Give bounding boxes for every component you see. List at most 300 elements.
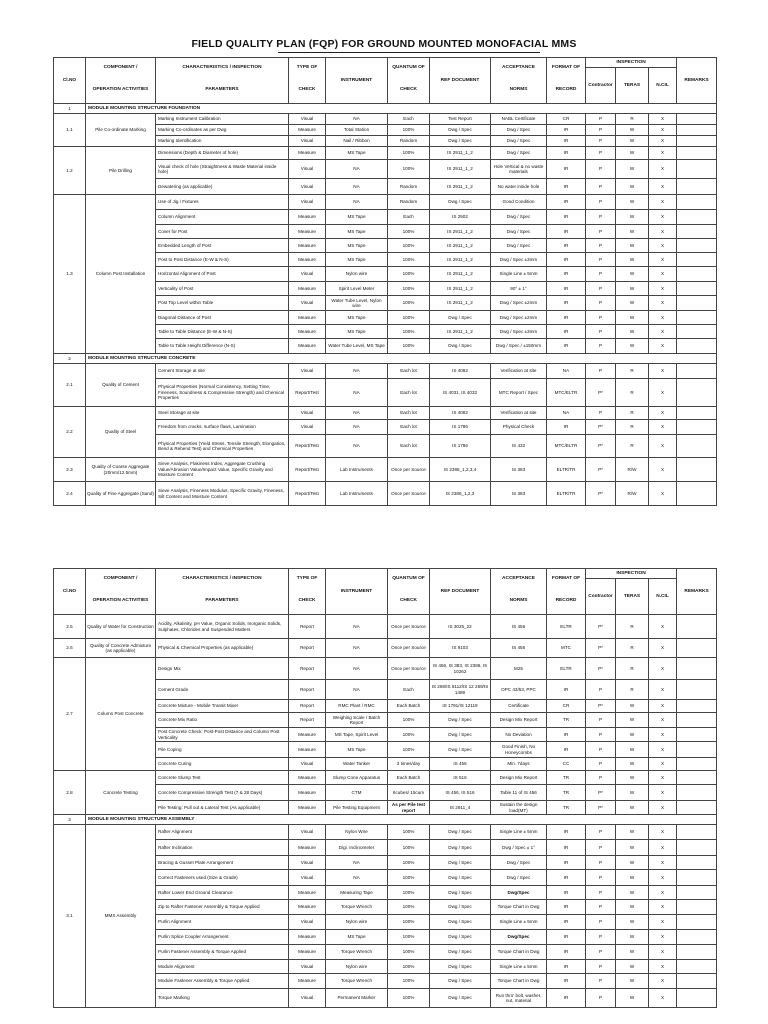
- cell-teras: R/W: [616, 482, 649, 506]
- cell-quantum: 100%: [388, 311, 430, 325]
- cell-quantum: 100%: [388, 713, 430, 728]
- cell-quantum: Once per Source: [388, 658, 430, 680]
- cell-teras: W: [616, 339, 649, 354]
- table-row: [54, 114, 717, 125]
- cell-format: ELTR: [547, 658, 586, 680]
- cell-type: Report/Test: [289, 435, 326, 458]
- cell-ncil: X: [649, 700, 677, 713]
- cell-ncil: X: [649, 915, 677, 930]
- section-row: [54, 354, 717, 364]
- cell-acceptance: Dwg / Spec: [491, 147, 547, 160]
- cell-ncil: X: [649, 658, 677, 680]
- cell-remarks: [677, 713, 717, 728]
- cell-quantum: Each Batch: [388, 771, 430, 785]
- cell-ncil: X: [649, 225, 677, 239]
- cell-instrument: NA: [326, 639, 388, 658]
- cell-type: Visual: [289, 870, 326, 886]
- cell-format: TR: [547, 771, 586, 785]
- cell-acceptance: Torque Chart in Dwg: [491, 974, 547, 989]
- header-instrument: INSTRUMENT: [326, 569, 388, 615]
- cell-type: Visual: [289, 420, 326, 435]
- cell-format: MTC/ELTR: [547, 379, 586, 407]
- cell-instrument: RMC Plant / RMC: [326, 700, 388, 713]
- cell-remarks: [677, 239, 717, 253]
- table-1-body: [54, 58, 717, 506]
- cell-contractor: P: [586, 974, 616, 989]
- cell-acceptance: Verification at site: [491, 364, 547, 379]
- cell-instrument: MS Tape: [326, 239, 388, 253]
- cell-teras: W: [616, 296, 649, 311]
- cell-quantum: 100%: [388, 945, 430, 960]
- cell-remarks: [677, 160, 717, 179]
- cell-type: Measure: [289, 742, 326, 758]
- cell-char: Table to Table Distance (E-W & N-S): [156, 325, 289, 339]
- clause-number: 1.2: [54, 147, 86, 195]
- header-ncil: N.CIL: [649, 579, 677, 615]
- header-contractor: Contractor: [586, 579, 616, 615]
- header-format-2: RECORD: [547, 78, 586, 104]
- cell-format: IR: [547, 282, 586, 296]
- header-ref: REF DOCUMENT: [430, 569, 491, 615]
- clause-number: 2.4: [54, 482, 86, 506]
- cell-ref: Dwg / Spec: [430, 856, 491, 870]
- cell-instrument: MS Tape, Spirit Level: [326, 728, 388, 742]
- clause-number: 2.6: [54, 639, 86, 658]
- cell-acceptance: Dwg / Spec: [491, 125, 547, 136]
- cell-format: MTC: [547, 639, 586, 658]
- cell-acceptance: Design Mix Report: [491, 713, 547, 728]
- cell-contractor: P*: [586, 615, 616, 639]
- cell-teras: W: [616, 282, 649, 296]
- cell-char: Cover for Post: [156, 225, 289, 239]
- cell-quantum: Each: [388, 210, 430, 225]
- cell-ref: Dwg / Spec: [430, 870, 491, 886]
- cell-acceptance: Min. 7days: [491, 758, 547, 771]
- cell-format: IR: [547, 125, 586, 136]
- header-teras: TERAS: [616, 579, 649, 615]
- cell-teras: R: [616, 435, 649, 458]
- cell-contractor: P: [586, 728, 616, 742]
- cell-teras: W: [616, 253, 649, 267]
- header-teras: TERAS: [616, 68, 649, 104]
- cell-format: IR: [547, 960, 586, 974]
- cell-type: Visual: [289, 989, 326, 1008]
- cell-ref: IS 2911_4: [430, 801, 491, 815]
- cell-ref: IS 269/IS 8112/IS 12 269/IS 1489: [430, 680, 491, 700]
- cell-char: Module Alignment: [156, 960, 289, 974]
- cell-char: Physical Properties (Yield Stress, Tensile Strength, Elongation, Bend & Rebend Test) and Chemical Properties: [156, 435, 289, 458]
- cell-ncil: X: [649, 974, 677, 989]
- cell-contractor: P: [586, 267, 616, 282]
- cell-contractor: P: [586, 296, 616, 311]
- cell-contractor: P: [586, 325, 616, 339]
- cell-remarks: [677, 125, 717, 136]
- cell-contractor: P: [586, 364, 616, 379]
- cell-quantum: 100%: [388, 870, 430, 886]
- page-title: FIELD QUALITY PLAN (FQP) FOR GROUND MOUNTED MONOFACIAL MMS: [191, 38, 577, 50]
- cell-acceptance: NABL Certificate: [491, 114, 547, 125]
- cell-type: Measure: [289, 239, 326, 253]
- header-format-2: RECORD: [547, 589, 586, 615]
- cell-acceptance: No water inside hole: [491, 179, 547, 195]
- fqp-table-1: [53, 57, 717, 506]
- cell-format: NA: [547, 407, 586, 420]
- cell-acceptance: IS 383: [491, 482, 547, 506]
- cell-instrument: MS Tape: [326, 742, 388, 758]
- header-type: TYPE OF: [289, 58, 326, 78]
- cell-quantum: 100%: [388, 989, 430, 1008]
- cell-quantum: Random: [388, 195, 430, 210]
- cell-acceptance: Physical Check: [491, 420, 547, 435]
- cell-teras: R: [616, 407, 649, 420]
- header-ncil: N.CIL: [649, 68, 677, 104]
- cell-contractor: P: [586, 960, 616, 974]
- cell-acceptance: Sustain the design load(MT): [491, 801, 547, 815]
- cell-format: IR: [547, 325, 586, 339]
- cell-ncil: X: [649, 147, 677, 160]
- cell-char: Design Mix: [156, 658, 289, 680]
- cell-type: Report: [289, 700, 326, 713]
- cell-remarks: [677, 785, 717, 801]
- cell-ncil: X: [649, 239, 677, 253]
- cell-type: Measure: [289, 930, 326, 945]
- cell-instrument: MS Tape: [326, 253, 388, 267]
- cell-instrument: MS Tape: [326, 311, 388, 325]
- cell-ref: Dwg / Spec: [430, 311, 491, 325]
- cell-quantum: Each Batch: [388, 700, 430, 713]
- cell-contractor: P: [586, 771, 616, 785]
- cell-acceptance: IS 432: [491, 435, 547, 458]
- cell-contractor: P*: [586, 658, 616, 680]
- cell-char: Physical Properties (Normal Consistency, Setting Time, Fineness, Soundness & Compressive Strength) and Chemical Properties: [156, 379, 289, 407]
- cell-contractor: P: [586, 945, 616, 960]
- cell-ref: Dwg / Spec: [430, 840, 491, 856]
- cell-type: Measure: [289, 253, 326, 267]
- cell-char: Concrete Slump Test: [156, 771, 289, 785]
- cell-instrument: NA: [326, 364, 388, 379]
- cell-ncil: X: [649, 482, 677, 506]
- fqp-sheet-1: [53, 57, 716, 506]
- cell-ncil: X: [649, 639, 677, 658]
- cell-type: Measure: [289, 801, 326, 815]
- component-name: Quality of Fine Aggregate (Sand): [86, 482, 156, 506]
- cell-char: Pile Testing: Pull out & Lateral Test (As applicable): [156, 801, 289, 815]
- cell-type: Report: [289, 658, 326, 680]
- header-quantum: QUANTUM OF: [388, 569, 430, 589]
- cell-acceptance: Dwg / Spec ± 1°: [491, 840, 547, 856]
- cell-remarks: [677, 482, 717, 506]
- cell-contractor: P*: [586, 379, 616, 407]
- cell-format: CR: [547, 114, 586, 125]
- cell-remarks: [677, 311, 717, 325]
- cell-contractor: P*: [586, 458, 616, 482]
- cell-char: Concrete Curing: [156, 758, 289, 771]
- cell-instrument: Torque Wrench: [326, 974, 388, 989]
- cell-ncil: X: [649, 282, 677, 296]
- cell-format: IR: [547, 147, 586, 160]
- cell-ncil: X: [649, 886, 677, 900]
- cell-type: Visual: [289, 856, 326, 870]
- cell-format: IR: [547, 210, 586, 225]
- cell-acceptance: No Deviation: [491, 728, 547, 742]
- table-2-body: [54, 569, 717, 1008]
- cell-format: CR: [547, 700, 586, 713]
- cell-quantum: 100%: [388, 147, 430, 160]
- cell-instrument: Torque Wrench: [326, 900, 388, 915]
- cell-acceptance: 90° ± 1°: [491, 282, 547, 296]
- cell-type: Report: [289, 680, 326, 700]
- header-characteristics-2: PARAMETERS: [156, 78, 289, 104]
- cell-acceptance: M25: [491, 658, 547, 680]
- cell-quantum: Once per Source: [388, 458, 430, 482]
- cell-type: Measure: [289, 840, 326, 856]
- cell-char: Diagonal Distance of Post: [156, 311, 289, 325]
- cell-teras: W: [616, 989, 649, 1008]
- header-inspection: INSPECTION: [586, 569, 677, 579]
- cell-format: ELTR: [547, 615, 586, 639]
- component-name: Quality of Coarse Aggregate (20mm/12.5mm): [86, 458, 156, 482]
- cell-ref: IS 2911_1_2: [430, 179, 491, 195]
- cell-quantum: 100%: [388, 225, 430, 239]
- cell-ref: IS 1786: [430, 420, 491, 435]
- cell-teras: W: [616, 758, 649, 771]
- cell-instrument: NA: [326, 435, 388, 458]
- cell-quantum: 100%: [388, 160, 430, 179]
- cell-ref: IS 2911_1_2: [430, 225, 491, 239]
- cell-remarks: [677, 179, 717, 195]
- cell-char: Dimensions (Depth & Diameter of hole): [156, 147, 289, 160]
- cell-ncil: X: [649, 160, 677, 179]
- header-contractor: Contractor: [586, 68, 616, 104]
- cell-remarks: [677, 407, 717, 420]
- cell-ref: Dwg / Spec: [430, 974, 491, 989]
- cell-contractor: P: [586, 253, 616, 267]
- cell-char: Cement Storage at site: [156, 364, 289, 379]
- cell-type: Measure: [289, 225, 326, 239]
- cell-acceptance: Run thro' bolt, washer, nut, material: [491, 989, 547, 1008]
- cell-instrument: Pile Testing Equipment: [326, 801, 388, 815]
- header-format: FORMAT OF: [547, 58, 586, 78]
- cell-remarks: [677, 758, 717, 771]
- cell-remarks: [677, 930, 717, 945]
- cell-ref: IS 456, IS 383, IS 2386, IS 10262: [430, 658, 491, 680]
- cell-ncil: X: [649, 325, 677, 339]
- cell-quantum: Once per Source: [388, 482, 430, 506]
- cell-instrument: Lab Instruments: [326, 458, 388, 482]
- cell-remarks: [677, 267, 717, 282]
- clause-number: 1.1: [54, 114, 86, 147]
- cell-format: IR: [547, 339, 586, 354]
- component-name: Quality of Water for Construction: [86, 615, 156, 639]
- component-name: Pile Drilling: [86, 147, 156, 195]
- cell-type: Report/Test: [289, 458, 326, 482]
- cell-ref: IS 2911_1_2: [430, 160, 491, 179]
- cell-format: TR: [547, 801, 586, 815]
- cell-format: IR: [547, 420, 586, 435]
- cell-ref: Dwg / Spec: [430, 960, 491, 974]
- cell-format: TR: [547, 713, 586, 728]
- cell-quantum: 3 times/day: [388, 758, 430, 771]
- cell-ncil: X: [649, 114, 677, 125]
- cell-char: Zip to Rafter Fastener Assembly & Torque Applied: [156, 900, 289, 915]
- cell-teras: R: [616, 379, 649, 407]
- header-quantum-2: CHECK: [388, 589, 430, 615]
- section-row: [54, 815, 717, 825]
- cell-acceptance: Single Line ± 5mm: [491, 267, 547, 282]
- cell-format: IR: [547, 680, 586, 700]
- section-number: 2: [54, 354, 86, 364]
- table-row: [54, 364, 717, 379]
- table-row: [54, 147, 717, 160]
- cell-acceptance: MTC Report / Spec: [491, 379, 547, 407]
- cell-instrument: NA: [326, 870, 388, 886]
- cell-char: Horizontal Alignment of Post: [156, 267, 289, 282]
- cell-char: Marking Identification: [156, 136, 289, 147]
- cell-quantum: 100%: [388, 960, 430, 974]
- cell-ncil: X: [649, 758, 677, 771]
- cell-acceptance: Hole Vertical & no waste materials: [491, 160, 547, 179]
- cell-ref: IS 2502: [430, 210, 491, 225]
- cell-char: Column Alignment: [156, 210, 289, 225]
- cell-quantum: 100%: [388, 742, 430, 758]
- cell-contractor: P: [586, 758, 616, 771]
- header-acceptance: ACCEPTANCE: [491, 569, 547, 589]
- cell-format: IR: [547, 728, 586, 742]
- cell-type: Report: [289, 639, 326, 658]
- cell-teras: W: [616, 900, 649, 915]
- header-quantum: QUANTUM OF: [388, 58, 430, 78]
- cell-type: Visual: [289, 267, 326, 282]
- cell-contractor: P*: [586, 785, 616, 801]
- cell-quantum: 6cubes/ 15cum: [388, 785, 430, 801]
- cell-acceptance: Dwg/Spec: [491, 930, 547, 945]
- cell-char: Embedded Length of Post: [156, 239, 289, 253]
- cell-type: Visual: [289, 114, 326, 125]
- cell-remarks: [677, 801, 717, 815]
- cell-type: Measure: [289, 945, 326, 960]
- table-row: [54, 458, 717, 482]
- cell-ncil: X: [649, 311, 677, 325]
- cell-remarks: [677, 700, 717, 713]
- cell-quantum: Random: [388, 136, 430, 147]
- cell-ncil: X: [649, 742, 677, 758]
- cell-ncil: X: [649, 267, 677, 282]
- cell-ref: IS 516: [430, 771, 491, 785]
- table-row: [54, 195, 717, 210]
- cell-acceptance: Dwg/Spec: [491, 886, 547, 900]
- cell-acceptance: Dwg / Spec: [491, 870, 547, 886]
- section-number: 3: [54, 815, 86, 825]
- cell-quantum: 100%: [388, 974, 430, 989]
- cell-format: IR: [547, 136, 586, 147]
- cell-format: NA: [547, 364, 586, 379]
- cell-type: Measure: [289, 125, 326, 136]
- cell-teras: W: [616, 195, 649, 210]
- cell-ref: Dwg / Spec: [430, 136, 491, 147]
- cell-ncil: X: [649, 989, 677, 1008]
- cell-teras: W: [616, 785, 649, 801]
- component-name: Concrete Testing: [86, 771, 156, 815]
- cell-contractor: P: [586, 147, 616, 160]
- header-component: COMPONENT /: [86, 58, 156, 78]
- cell-ref: IS 2911_1_2: [430, 325, 491, 339]
- cell-remarks: [677, 840, 717, 856]
- cell-instrument: Nylon wire: [326, 267, 388, 282]
- header-acceptance-2: NORMS: [491, 78, 547, 104]
- cell-instrument: NA: [326, 856, 388, 870]
- cell-quantum: Random: [388, 179, 430, 195]
- cell-instrument: NA: [326, 680, 388, 700]
- cell-ncil: X: [649, 713, 677, 728]
- cell-ref: IS 4082: [430, 364, 491, 379]
- cell-char: Concrete Mix Ratio: [156, 713, 289, 728]
- cell-type: Report: [289, 713, 326, 728]
- cell-ref: Dwg / Spec: [430, 900, 491, 915]
- cell-char: Dewatering (as applicable): [156, 179, 289, 195]
- cell-teras: R: [616, 639, 649, 658]
- table-row: [54, 407, 717, 420]
- component-name: Pile Co-ordinate Marking: [86, 114, 156, 147]
- cell-ref: IS 4082: [430, 407, 491, 420]
- cell-type: Measure: [289, 900, 326, 915]
- cell-remarks: [677, 420, 717, 435]
- cell-contractor: P: [586, 840, 616, 856]
- cell-char: Concrete Mixture - Mobile Transit Mixer: [156, 700, 289, 713]
- cell-remarks: [677, 147, 717, 160]
- cell-contractor: P*: [586, 482, 616, 506]
- cell-teras: W: [616, 801, 649, 815]
- header-clno: Cl.NO: [54, 58, 86, 104]
- cell-contractor: P: [586, 339, 616, 354]
- cell-quantum: Each lot: [388, 407, 430, 420]
- cell-acceptance: Dwg / Spec ±3mm: [491, 253, 547, 267]
- cell-type: Measure: [289, 785, 326, 801]
- clause-number: 2.7: [54, 658, 86, 771]
- cell-ref: IS 2911_1_2: [430, 253, 491, 267]
- cell-format: IR: [547, 195, 586, 210]
- cell-char: Bracing & Gusset Plate Arrangement: [156, 856, 289, 870]
- cell-ncil: X: [649, 125, 677, 136]
- cell-format: IR: [547, 989, 586, 1008]
- cell-type: Measure: [289, 728, 326, 742]
- cell-contractor: P: [586, 915, 616, 930]
- cell-ref: IS 2911_1_2: [430, 239, 491, 253]
- cell-type: Measure: [289, 210, 326, 225]
- cell-ncil: X: [649, 900, 677, 915]
- cell-ncil: X: [649, 930, 677, 945]
- cell-teras: R: [616, 364, 649, 379]
- cell-acceptance: Dwg / Spec: [491, 136, 547, 147]
- cell-quantum: 100%: [388, 900, 430, 915]
- table-row: [54, 615, 717, 639]
- cell-contractor: P: [586, 989, 616, 1008]
- cell-teras: W: [616, 136, 649, 147]
- cell-teras: W: [616, 840, 649, 856]
- table-row: [54, 482, 717, 506]
- cell-teras: W: [616, 225, 649, 239]
- cell-char: Acidity, Alkalinity, pH Value, Organic Solids, Inorganic Solids, Sulphates, Chlorides and Suspended Matters: [156, 615, 289, 639]
- cell-quantum: 100%: [388, 125, 430, 136]
- cell-ref: IS 1786: [430, 435, 491, 458]
- cell-ncil: X: [649, 870, 677, 886]
- cell-instrument: Total Station: [326, 125, 388, 136]
- cell-char: Purlin Alignment: [156, 915, 289, 930]
- cell-format: IR: [547, 160, 586, 179]
- cell-type: Visual: [289, 825, 326, 840]
- cell-contractor: P: [586, 713, 616, 728]
- cell-ncil: X: [649, 728, 677, 742]
- cell-acceptance: Torque Chart in Dwg: [491, 900, 547, 915]
